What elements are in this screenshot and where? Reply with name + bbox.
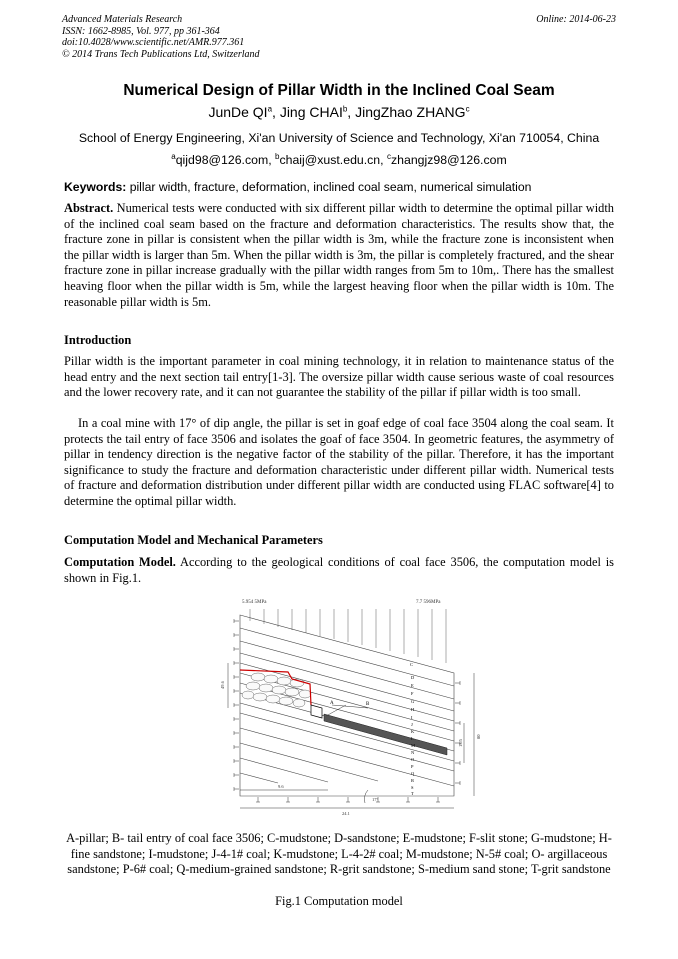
author-list	[0, 104, 678, 120]
email-separator: ,	[380, 153, 387, 168]
layer-letter: K	[411, 729, 415, 734]
layer-letter: Q	[411, 771, 415, 776]
layer-letter: R	[411, 778, 415, 783]
dim-right-inner: 13.5	[458, 739, 463, 747]
introduction-paragraph-2	[64, 416, 614, 510]
layer-letter: G	[411, 699, 415, 704]
introduction-heading: Introduction	[64, 333, 132, 347]
email[interactable]: chaij@xust.edu.cn	[279, 153, 381, 168]
layer-letters	[410, 662, 415, 796]
keywords-text: pillar width, fracture, deformation, inclined coal seam, numerical simulation	[126, 180, 532, 194]
introduction-paragraph-1: Pillar width is the important parameter in coal mining technology, it in relation to maintenance status of the head entry and the next section tail entry[1-3]. The oversize pillar width cause serious waste of coal resources and the lower recovery rate, and it can not guarantee the stability of the pillar if pillar width is too small.	[64, 354, 614, 400]
computation-model-text: According to the geological conditions of coal face 3506, the computation model is shown in Fig.1.	[64, 555, 614, 585]
dim-right-outer: 80	[476, 734, 481, 739]
goaf-caved-rock	[242, 673, 311, 707]
layer-letter: I	[411, 715, 413, 720]
dim-angle: 17°	[372, 797, 379, 802]
abstract	[64, 201, 614, 310]
layer-letter: S	[411, 785, 414, 790]
doi: doi:10.4028/www.scientific.net/AMR.977.361	[62, 37, 245, 48]
introduction-paragraph-2-text: In a coal mine with 17° of dip angle, the pillar is set in goaf edge of coal face 3504 along the coal seam. It protects the tail entry of face 3506 and isolates the goaf of face 3504. In geometric features, the asymmetry of pillar in tendency direction is the negative factor of the stability of the pillar. Therefore, it has the important significance to study the fracture and deformation characteristic under different pillar width. Numerical tests of fracture and deformation distribution under different pillar width are conducted using FLAC software[4] to determine the optimal pillar width.	[64, 416, 614, 508]
pillar	[311, 705, 322, 718]
author: JunDe QI	[208, 104, 268, 120]
email-mark: a	[171, 152, 176, 161]
layer-letter: F	[411, 691, 414, 696]
computation-model-figure	[218, 593, 492, 826]
bottom-supports	[256, 797, 440, 802]
layer-letter: N	[411, 750, 415, 755]
coal-seam	[324, 714, 447, 755]
figure-caption: Fig.1 Computation model	[275, 894, 403, 908]
keywords-label: Keywords:	[64, 180, 127, 194]
left-load-label: 5.954 5MPa	[242, 600, 267, 605]
dim-bottom-left: 9.6	[278, 784, 284, 789]
email[interactable]: qijd98@126.com	[175, 153, 269, 168]
label-a: A	[330, 701, 334, 706]
left-supports	[234, 619, 239, 791]
layer-letter: C	[410, 662, 414, 667]
layer-letter: O	[411, 757, 415, 762]
layer-letter: T	[411, 791, 414, 796]
layer-letter: H	[411, 707, 415, 712]
author-mark: b	[342, 104, 348, 114]
issn: ISSN: 1662-8985, Vol. 977, pp 361-364	[62, 25, 220, 37]
layer-letter: M	[411, 743, 416, 748]
journal-name: Advanced Materials Research	[62, 14, 183, 25]
author-separator: ,	[272, 104, 280, 120]
abstract-text: Numerical tests were conducted with six different pillar width to determine the optimal pillar width of the inclined coal seam based on the fracture and deformation characteristics. The results show that, the fracture zone in pillar is consistent when the pillar width is 3m, while the fracture zone is inconsistent when the pillar width is larger than 5m. When the pillar width is 3m, the pillar is completely fractured, and the shear fracture zone in pillar increase gradually with the pillar width ranges from 5m to 10m,. There has the smallest heaving floor when the pillar width is 5m, while the largest heaving floor when the pillar width is 10m. The reasonable pillar width is 5m.	[64, 201, 614, 309]
label-b: B	[366, 702, 370, 707]
computation-heading: Computation Model and Mechanical Parameters	[64, 533, 323, 547]
email-list	[0, 152, 678, 167]
right-load-label: 7.7 596MPa	[416, 600, 441, 605]
author-mark: a	[267, 104, 273, 114]
author-mark: c	[465, 104, 470, 114]
figure-legend: A-pillar; B- tail entry of coal face 3506; C-mudstone; D-sandstone; E-mudstone; F-slit stone; G-mudstone; H-fine sandstone; I-mudstone; J-4-1# coal; K-mudstone; L-4-2# coal; M-mudstone; N-5# coal; O- argillaceous sandstone; P-6# coal; Q-medium-grained sandstone; R-grit sandstone; S-medium sand stone; T-grit sandstone	[66, 831, 612, 877]
affiliation: School of Energy Engineering, Xi'an University of Science and Technology, Xi'an 710054, China	[78, 131, 600, 145]
author: Jing CHAI	[279, 104, 343, 120]
email-mark: c	[387, 152, 391, 161]
pointer-b	[326, 705, 346, 716]
load-arrows	[250, 609, 446, 663]
author: JingZhao ZHANG	[355, 104, 466, 120]
copyright: © 2014 Trans Tech Publications Ltd, Switzerland	[62, 48, 260, 60]
right-supports	[455, 681, 460, 785]
email[interactable]: zhangjz98@126.com	[391, 153, 507, 168]
journal-header	[62, 14, 616, 60]
keywords	[64, 180, 614, 194]
layer-letter: J	[411, 722, 413, 727]
strata-layers	[240, 615, 454, 796]
paper-title: Numerical Design of Pillar Width in the Inclined Coal Seam	[123, 82, 555, 99]
author-separator: ,	[347, 104, 356, 120]
layer-letter: P	[411, 764, 414, 769]
computation-model-label: Computation Model.	[64, 555, 176, 569]
abstract-label: Abstract.	[64, 201, 114, 215]
layer-letter: E	[411, 683, 414, 688]
email-mark: b	[275, 152, 280, 161]
dim-bottom-total: 24.1	[342, 811, 350, 816]
email-separator: ,	[268, 153, 276, 168]
online-date: Online: 2014-06-23	[536, 14, 616, 25]
layer-letter: L	[411, 736, 414, 741]
dim-height-left: 49.6	[220, 681, 225, 689]
computation-model-paragraph	[64, 555, 614, 586]
layer-letter: D	[411, 675, 415, 680]
